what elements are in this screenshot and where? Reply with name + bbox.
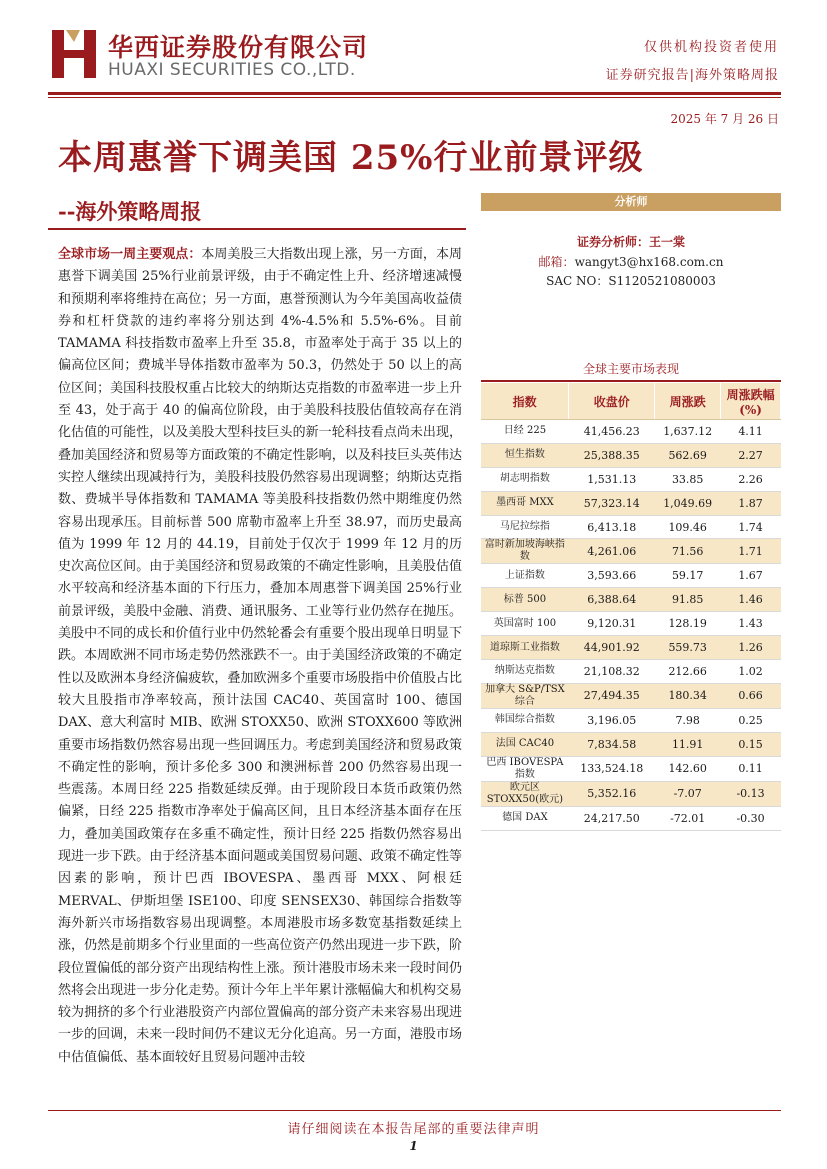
row-change: 180.34: [655, 683, 721, 708]
row-close: 41,456.23: [569, 420, 655, 444]
row-change: 33.85: [655, 467, 721, 491]
row-close: 3,196.05: [569, 708, 655, 732]
row-change-pct: 2.27: [721, 443, 781, 467]
row-change: 1,049.69: [655, 491, 721, 515]
subtitle-divider: [48, 228, 466, 230]
row-change-pct: 1.87: [721, 491, 781, 515]
row-name: 恒生指数: [481, 443, 569, 467]
row-change: 212.66: [655, 660, 721, 684]
row-change-pct: 2.26: [721, 467, 781, 491]
row-close: 133,524.18: [569, 756, 655, 781]
col-change-pct: 周涨跌幅(%): [721, 383, 781, 420]
row-close: 27,494.35: [569, 683, 655, 708]
row-change: 11.91: [655, 732, 721, 756]
row-name: 胡志明指数: [481, 467, 569, 491]
row-close: 24,217.50: [569, 806, 655, 830]
row-name: 巴西 IBOVESPA 指数: [481, 756, 569, 781]
row-name: 标普 500: [481, 588, 569, 612]
footer-disclaimer: 请仔细阅读在本报告尾部的重要法律声明: [287, 1122, 540, 1137]
row-close: 5,352.16: [569, 781, 655, 806]
row-name: 欧元区 STOXX50(欧元): [481, 781, 569, 806]
analyst-box: [481, 193, 781, 289]
row-name: 富时新加坡海峡指数: [481, 539, 569, 564]
row-change: -72.01: [655, 806, 721, 830]
table-header-row: [481, 383, 781, 420]
row-change-pct: 0.25: [721, 708, 781, 732]
analyst-email[interactable]: wangyt3@hx168.com.cn: [574, 255, 724, 269]
row-change: 128.19: [655, 612, 721, 636]
email-label: 邮箱：: [538, 255, 575, 269]
row-change-pct: 0.15: [721, 732, 781, 756]
row-change-pct: 1.74: [721, 515, 781, 539]
row-change: -7.07: [655, 781, 721, 806]
row-close: 7,834.58: [569, 732, 655, 756]
header-divider-thin: [48, 97, 781, 98]
row-name: 韩国综合指数: [481, 708, 569, 732]
table-row: [481, 732, 781, 756]
analyst-header: 分析师: [481, 193, 781, 211]
table-row: [481, 660, 781, 684]
table-row: [481, 515, 781, 539]
row-name: 英国富时 100: [481, 612, 569, 636]
row-close: 6,413.18: [569, 515, 655, 539]
market-table: [481, 383, 781, 831]
table-row: [481, 467, 781, 491]
row-name: 德国 DAX: [481, 806, 569, 830]
row-name: 纳斯达克指数: [481, 660, 569, 684]
report-type: 证券研究报告|海外策略周报: [605, 68, 779, 83]
table-row: [481, 636, 781, 660]
col-change: 周涨跌: [655, 383, 721, 420]
row-name: 道琼斯工业指数: [481, 636, 569, 660]
analyst-email-line: [481, 253, 781, 270]
company-name-cn: 华西证券股份有限公司: [108, 33, 369, 62]
table-row: [481, 539, 781, 564]
col-index: 指数: [481, 383, 569, 420]
row-change-pct: 4.11: [721, 420, 781, 444]
row-change-pct: 1.71: [721, 539, 781, 564]
table-row: [481, 443, 781, 467]
row-change: 142.60: [655, 756, 721, 781]
table-row: [481, 781, 781, 806]
row-change-pct: 0.11: [721, 756, 781, 781]
row-change: 59.17: [655, 564, 721, 588]
table-row: [481, 683, 781, 708]
row-change: 1,637.12: [655, 420, 721, 444]
row-close: 9,120.31: [569, 612, 655, 636]
analyst-name: 证券分析师：王一棠: [576, 235, 685, 249]
row-close: 25,388.35: [569, 443, 655, 467]
col-close: 收盘价: [569, 383, 655, 420]
body-paragraph: 本周美股三大指数出现上涨，另一方面，本周惠誉下调美国 25%行业前景评级，由于不确定性上升、经济增速减慢和预期利率将维持在高位；另一方面，惠誉预测认为今年美国高收益债券和杠杆贷款的违约率将分别达到 4%-4.5%和 5.5%-6%。目前 TAMAMA 科技指数市盈率上升至 35.8，市盈率处于高于 35 以上的偏高位区间；费城半导体指数市盈率为 50.3，仍然处于 50 以上的高位区间；美国科技股权重占比较大的纳斯达克指数的市盈率进一步上升至 43，处于高于 40 的偏高位阶段，由于美股科技股估值较高存在消化估值的可能性，以及美股大型科技巨头的新一轮科技看点尚未出现，叠加美国经济和贸易等方面政策的不确定性影响，以及科技巨头英伟达实控人继续出现减持行为，美股科技股仍然容易出现调整；纳斯达克指数、费城半导体指数和 TAMAMA 等美股科技指数仍然中期维度仍然容易出现承压。目前标普 500 席勒市盈率上升至 38.97，而历史最高值为 1999 年 12 月的 44.19，目前处于仅次于 1999 年 12 月的历史次高位区间。由于美国经济和贸易政策的不确定性影响，且美股估值水平较高和经济基本面的下行压力，叠加本周惠誉下调美国 25%行业前景评级，美股中金融、消费、通讯服务、工业等行业仍然存在抛压。美股中不同的成长和价值行业中仍然轮番会有重要个股出现单日明显下跌。本周欧洲不同市场走势仍然涨跌不一。由于美国经济政策的不确定性以及欧洲本身经济偏疲软，叠加欧洲多个重要市场股指中价值股占比较大且股指市净率较高，预计法国 CAC40、英国富时 100、德国 DAX、意大利富时 MIB、欧洲 STOXX50、欧洲 STOXX600 等欧洲重要市场指数仍然容易出现一些回调压力。考虑到美国经济和贸易政策不确定性的影响，预计多伦多 300 和澳洲标普 200 仍然容易出现一些震荡。本周日经 225 指数延续反弹。由于现阶段日本货币政策仍然偏紧，日经 225 指数市净率处于偏高区间，且日本经济基本面存在压力，叠加美国政策存在多重不确定性，预计日经 225 指数仍然容易出现进一步下跌。由于经济基本面问题或美国贸易问题、政策不确定性等因素的影响，预计巴西 IBOVESPA、墨西哥 MXX、阿根廷 MERVAL、伊斯坦堡 ISE100、印度 SENSEX30、韩国综合指数等海外新兴市场指数容易出现调整。本周港股市场多数宽基指数延续上涨，仍然是前期多个行业里面的一些高位资产仍然出现进一步下跌，阶段位置偏低的部分资产出现结构性上涨。预计港股市场未来一段时间仍然将会出现进一步分化走势。预计今年上半年累计涨幅偏大和机构交易较为拥挤的多个行业港股资产内部位置偏高的部分资产未来容易出现进一步的回调，未来一段时间仍不建议无分化追高。另一方面，港股市场中估值偏低、基本面较好且贸易问题冲击较: [58, 247, 462, 1065]
market-table-top-rule: [481, 380, 781, 382]
footer-divider: [48, 1110, 781, 1111]
page-number: 1: [409, 1139, 418, 1153]
row-change-pct: -0.13: [721, 781, 781, 806]
main-body-text: [58, 244, 462, 1069]
row-name: 加拿大 S&P/TSX 综合: [481, 683, 569, 708]
row-change-pct: 1.26: [721, 636, 781, 660]
row-change: 71.56: [655, 539, 721, 564]
report-date: 2025 年 7 月 26 日: [670, 112, 779, 126]
market-table-title: 全球主要市场表现: [582, 362, 679, 376]
row-change-pct: 0.66: [721, 683, 781, 708]
table-row: [481, 588, 781, 612]
report-title: 本周惠誉下调美国 25%行业前景评级: [58, 138, 644, 178]
row-change: 109.46: [655, 515, 721, 539]
analyst-sac: SAC NO：S1120521080003: [546, 274, 716, 288]
table-row: [481, 612, 781, 636]
audience-note: 仅供机构投资者使用: [643, 40, 779, 55]
row-change-pct: 1.43: [721, 612, 781, 636]
row-change: 91.85: [655, 588, 721, 612]
row-name: 法国 CAC40: [481, 732, 569, 756]
row-name: 马尼拉综指: [481, 515, 569, 539]
row-change: 559.73: [655, 636, 721, 660]
table-row: [481, 491, 781, 515]
row-close: 21,108.32: [569, 660, 655, 684]
row-change: 562.69: [655, 443, 721, 467]
row-name: 上证指数: [481, 564, 569, 588]
table-row: [481, 708, 781, 732]
huaxi-logo-icon: [50, 28, 98, 80]
row-change-pct: -0.30: [721, 806, 781, 830]
table-row: [481, 806, 781, 830]
row-close: 4,261.06: [569, 539, 655, 564]
row-name: 日经 225: [481, 420, 569, 444]
row-change-pct: 1.67: [721, 564, 781, 588]
table-row: [481, 420, 781, 444]
table-row: [481, 756, 781, 781]
table-row: [481, 564, 781, 588]
report-subtitle: --海外策略周报: [58, 199, 202, 224]
row-close: 44,901.92: [569, 636, 655, 660]
row-change: 7.98: [655, 708, 721, 732]
company-name-en: HUAXI SECURITIES CO.,LTD.: [108, 60, 356, 80]
row-close: 1,531.13: [569, 467, 655, 491]
row-close: 3,593.66: [569, 564, 655, 588]
row-name: 墨西哥 MXX: [481, 491, 569, 515]
row-change-pct: 1.46: [721, 588, 781, 612]
row-change-pct: 1.02: [721, 660, 781, 684]
lead-label: 全球市场一周主要观点：: [58, 247, 202, 262]
row-close: 57,323.14: [569, 491, 655, 515]
row-close: 6,388.64: [569, 588, 655, 612]
header-divider: [48, 92, 781, 95]
